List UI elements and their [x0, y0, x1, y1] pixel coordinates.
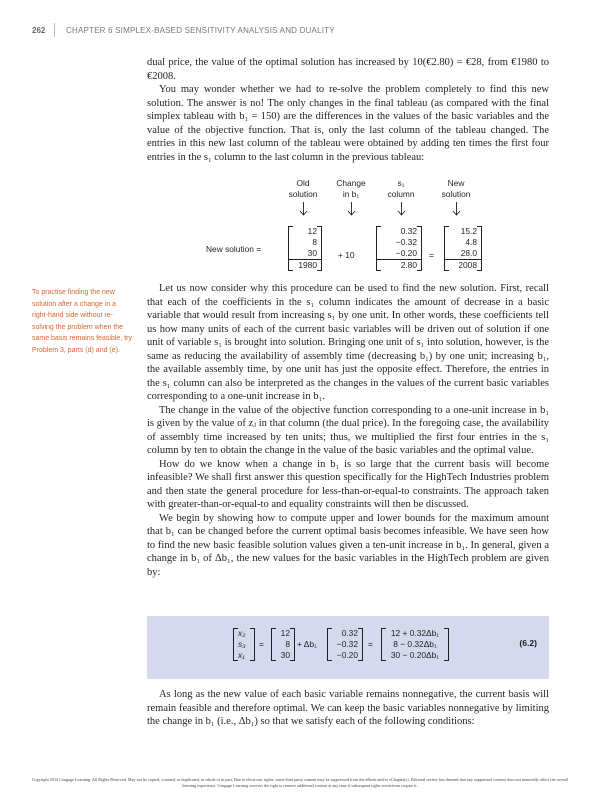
down-arrow-icon — [299, 202, 308, 216]
equation-6-2 — [147, 616, 549, 679]
text-block-bottom — [147, 688, 549, 729]
plus-delta-b1: + Δb₁ — [297, 639, 317, 649]
down-arrow-icon — [397, 202, 406, 216]
margin-note: To practise finding the new solution after a change in a right-hand side without re-solving the problem when the same basis remains feasible, try Problem 3, parts (d) and (e). — [32, 289, 132, 354]
paragraph-4: The change in the value of the objective function corresponding to a one-unit increase in b₁ is given by the value of zⱼ in that column (the dual price). In the foregoing case, the availability of assembly time increased by ten units; thus, we multiplied the first four entries in the s₁ column by ten to obtain the change in the value of the basic variables and the optimal value. — [147, 404, 549, 456]
head-change-in-b1: Change in b₁ — [336, 178, 366, 199]
paragraph-2: You may wonder whether we had to re-solve the problem completely to find this new solution. The answer is no! The only changes in the final tableau (as compared with the final simplex tableau with b₁ = 150) are the differences in the values of the basic variables and the value of the objective function. That is, only the last column of the tableau changed. The entries in this new last column of the tableau were obtained by adding ten times the first four entries in the s₁ column to the last column in the previous tableau: — [147, 84, 549, 163]
page-number: 262 — [32, 26, 46, 35]
s1-column-vector: 0.32 −0.32 −0.20 2.80 — [376, 226, 422, 271]
equation-number: (6.2) — [519, 638, 537, 648]
chapter-title: CHAPTER 6 SIMPLEX-BASED SENSITIVITY ANALYSIS AND DUALITY — [66, 26, 335, 35]
header-divider — [54, 23, 55, 37]
head-s1-column: s₁ column — [387, 178, 415, 199]
running-header — [32, 26, 570, 40]
old-solution-vector: 12 8 30 1980 — [288, 226, 322, 271]
basic-variable-vector: x₂ s₃ x₁ — [233, 628, 255, 661]
equals-sign: = — [429, 250, 434, 260]
head-new-solution: New solution — [441, 178, 471, 199]
old-value-vector: 12 8 30 — [271, 628, 295, 661]
equals-sign-2: = — [368, 639, 373, 649]
paragraph-1: dual price, the value of the optimal solution has increased by 10(€2.80) = €28, from €1980 to €2008. — [147, 57, 549, 82]
text-block-top — [147, 56, 549, 164]
s1-coefficient-vector: 0.32 −0.32 −0.20 — [327, 628, 363, 661]
new-solution-equation — [180, 178, 510, 278]
down-arrow-icon — [452, 202, 461, 216]
head-old-solution: Old solution — [288, 178, 318, 199]
new-solution-vector: 15.2 4.8 28.0 2008 — [444, 226, 482, 271]
plus-ten: + 10 — [338, 250, 355, 260]
equation-6-2-box — [147, 616, 549, 679]
new-solution-label: New solution = — [206, 244, 262, 254]
paragraph-6: We begin by showing how to compute upper and lower bounds for the maximum amount that b₁ can be changed before the current optimal basis becomes infeasible. We have seen how to find the new basic feasible solution values given a ten-unit increase in b₁. In general, given a change in b₁ of Δb₁, the new values for the basic variables in the HighTech problem are given by: — [147, 512, 549, 578]
paragraph-5: How do we know when a change in b₁ is so large that the current basis will become infeasible? We shall first answer this question specifically for the HighTech Industries problem and then state the general procedure for less-than-or-equal-to constraints. The approach taken with greater-than-or-equal-to and equality constraints will then be discussed. — [147, 458, 549, 510]
paragraph-3: Let us now consider why this procedure can be used to find the new solution. First, recall that each of the coefficients in the s₁ column indicates the amount of decrease in a basic variable that would result from increasing s₁ by one unit. In other words, these coefficients tell us how many units of each of the current basic variables will be driven out of solution if one unit of variable s₁ is brought into solution. Bringing one unit of s₁ into solution, however, is the same as reducing the availability of assembly time (decreasing b₁) by one unit; increasing b₁, the available assembly time, by one unit has just the opposite effect. Therefore, the entries in the s₁ column can also be interpreted as the changes in the values of the current basic variables corresponding to a one-unit increase in b₁. — [147, 283, 549, 402]
paragraph-7: As long as the new value of each basic variable remains nonnegative, the current basis will remain feasible and therefore optimal. We can keep the basic variables nonnegative by limiting the change in b₁ (i.e., Δb₁) so that we satisfy each of the following conditions: — [147, 689, 549, 727]
copyright-footer: Copyright 2014 Cengage Learning. All Rights Reserved. May not be copied, scanned, or duplicated, in whole or in part. Due to electronic rights, some third party content may be suppressed from the eBook and/or eChapter(s). Editorial review has deemed that any suppressed content does not materially affect the overall learning experience. Cengage Learning reserves the right to remove additional content at any time if subsequent rights restrictions require it. — [31, 777, 569, 788]
result-vector: 12 + 0.32Δb₁ 8 − 0.32Δb₁ 30 − 0.20Δb₁ — [381, 628, 449, 661]
equals-sign: = — [259, 639, 264, 649]
down-arrow-icon — [347, 202, 356, 216]
text-block-middle — [147, 282, 549, 579]
